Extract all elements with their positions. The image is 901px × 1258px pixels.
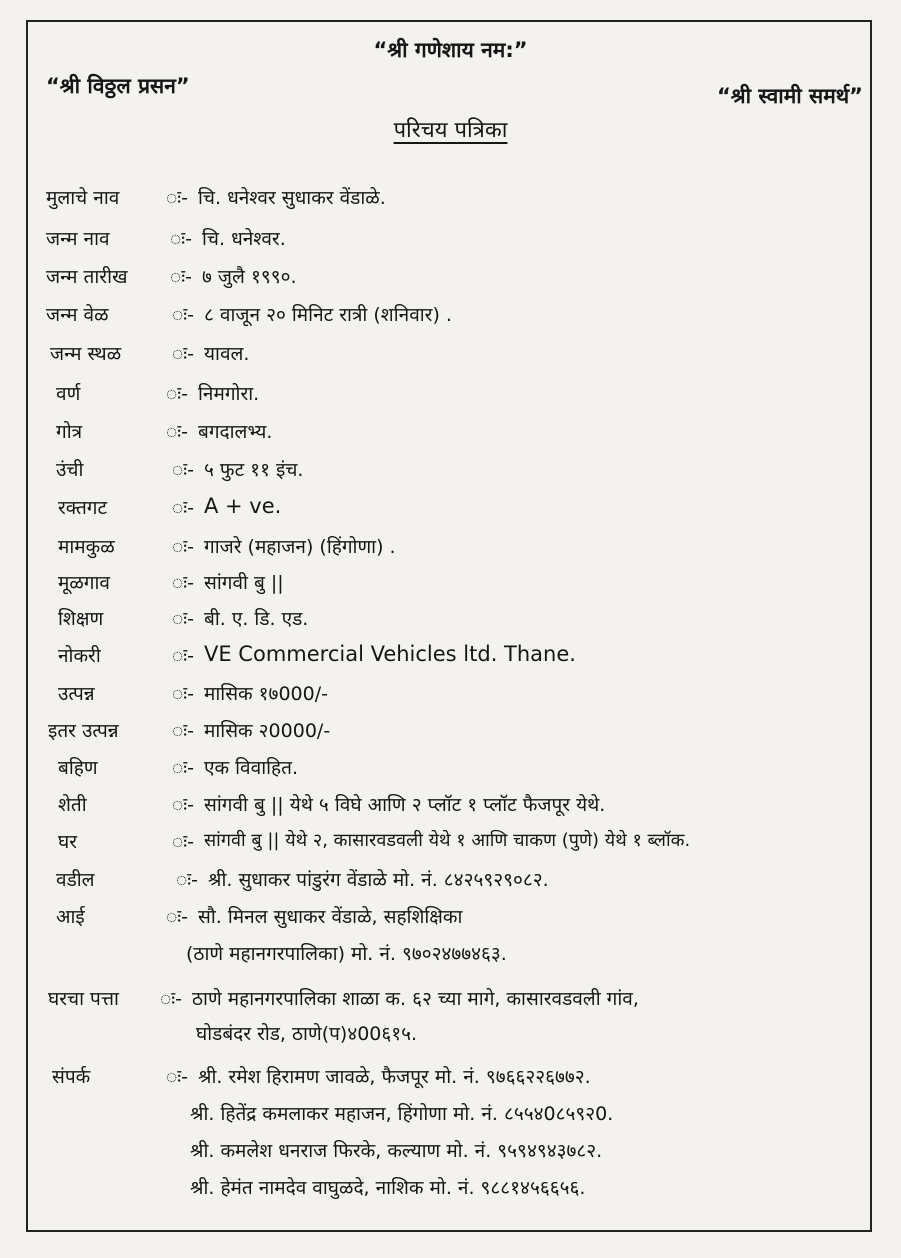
field-label: घरचा पत्ता <box>48 988 119 1010</box>
field-separator: ः- <box>166 421 188 443</box>
field-separator: ः- <box>172 497 194 519</box>
field-separator: ः- <box>170 266 192 288</box>
field-separator: ः- <box>172 794 194 816</box>
field-separator: ः- <box>172 536 194 558</box>
field-value: सांगवी बु || येथे ५ विघे आणि २ प्लॉट १ प्लॉट फैजपूर येथे. <box>204 794 606 816</box>
field-row-mother <box>0 903 901 935</box>
field-label: घर <box>58 831 78 853</box>
field-label: मुलाचे नाव <box>46 187 120 209</box>
field-separator: ः- <box>172 720 194 742</box>
field-value: चि. धनेश्वर. <box>202 228 286 250</box>
field-separator: ः- <box>172 459 194 481</box>
field-separator: ः- <box>170 228 192 250</box>
field-label: बहिण <box>58 757 98 779</box>
field-row-job <box>0 642 901 674</box>
field-row-birth-place <box>0 340 901 372</box>
field-value: ८ वाजून २० मिनिट रात्री (शनिवार) . <box>204 304 452 326</box>
field-label: जन्म नाव <box>46 228 110 250</box>
field-value: ठाणे महानगरपालिका शाळा क. ६२ च्या मागे, कासारवडवली गांव, <box>192 988 639 1010</box>
field-row-complexion <box>0 380 901 412</box>
field-value: ७ जुलै १९९०. <box>202 266 297 288</box>
field-row-birth-date <box>0 263 901 295</box>
invocation-center: “श्री गणेशाय नम:” <box>373 38 528 62</box>
field-separator: ः- <box>166 906 188 928</box>
field-value: यावल. <box>204 343 250 365</box>
field-separator: ः- <box>166 187 188 209</box>
field-value: चि. धनेश्वर सुधाकर वेंडाळे. <box>198 187 386 209</box>
field-separator: ः- <box>172 608 194 630</box>
field-separator: ः- <box>172 757 194 779</box>
field-label: गोत्र <box>56 421 83 443</box>
field-row-farm <box>0 791 901 823</box>
field-label: वर्ण <box>56 383 81 405</box>
field-row-home-address <box>0 985 901 1017</box>
field-value: निमगोरा. <box>198 383 260 405</box>
field-label: जन्म तारीख <box>46 266 128 288</box>
field-separator: ः- <box>176 869 198 891</box>
field-label: मामकुळ <box>58 536 115 558</box>
field-value: A + ve. <box>204 494 282 518</box>
field-label: रक्तगट <box>58 497 108 519</box>
document-title <box>0 114 901 144</box>
field-row-sister <box>0 754 901 786</box>
field-value: मासिक १७000/- <box>204 683 328 705</box>
field-label: आई <box>56 906 85 928</box>
address-continuation: घोडबंदर रोड, ठाणे(प)४00६१५. <box>196 1023 418 1045</box>
field-label: वडील <box>56 869 95 891</box>
field-label: जन्म स्थळ <box>50 343 122 365</box>
field-value: एक विवाहित. <box>204 757 298 779</box>
field-separator: ः- <box>172 831 194 853</box>
field-label: मूळगाव <box>58 572 110 594</box>
field-label: इतर उत्पन्न <box>48 720 119 742</box>
field-value: बी. ए. डि. एड. <box>204 608 309 630</box>
field-value: गाजरे (महाजन) (हिंगोणा) . <box>204 536 396 558</box>
field-row-boy-name <box>0 184 901 216</box>
field-separator: ः- <box>172 572 194 594</box>
field-value: ५ फुट ११ इंच. <box>204 459 304 481</box>
field-separator: ः- <box>160 988 182 1010</box>
field-value: श्री. सुधाकर पांडुरंग वेंडाळे मो. नं. ८४२५९२९०८२. <box>208 869 549 891</box>
field-label: जन्म वेळ <box>46 304 109 326</box>
field-row-birth-name <box>0 225 901 257</box>
field-row-height <box>0 456 901 488</box>
invocation-left: “श्री विठ्ठल प्रसन” <box>46 74 190 98</box>
document-title-text: परिचय पत्रिका <box>393 118 508 143</box>
field-label: नोकरी <box>58 645 101 667</box>
field-label: शेती <box>58 794 87 816</box>
field-row-other-income <box>0 717 901 749</box>
field-value: बगदालभ्य. <box>198 421 273 443</box>
field-row-birth-time <box>0 301 901 333</box>
contact-line: श्री. कमलेश धनराज फिरके, कल्याण मो. नं. ९५९४९४३७८२. <box>190 1140 603 1162</box>
field-label: उंची <box>56 459 84 481</box>
field-label: उत्पन्न <box>58 683 95 705</box>
field-label: संपर्क <box>52 1066 91 1088</box>
field-value: मासिक २0000/- <box>204 720 331 742</box>
field-separator: ः- <box>172 683 194 705</box>
contact-line: श्री. हेमंत नामदेव वाघुळदे, नाशिक मो. नं. ९८८१४५६६५६. <box>190 1177 586 1199</box>
invocation-right: “श्री स्वामी समर्थ” <box>717 84 863 108</box>
field-row-maternal-family <box>0 533 901 565</box>
field-row-father <box>0 866 901 898</box>
field-separator: ः- <box>166 383 188 405</box>
field-row-income <box>0 680 901 712</box>
field-row-contact <box>0 1063 901 1095</box>
field-value: सांगवी बु || येथे २, कासारवडवली येथे १ आणि चाकण (पुणे) येथे १ ब्लॉक. <box>204 830 691 851</box>
field-separator: ः- <box>172 304 194 326</box>
field-value: सौ. मिनल सुधाकर वेंडाळे, सहशिक्षिका <box>198 906 463 928</box>
field-value: VE Commercial Vehicles ltd. Thane. <box>204 642 576 666</box>
field-row-gotra <box>0 418 901 450</box>
field-value: श्री. रमेश हिरामण जावळे, फैजपूर मो. नं. ९७६६२२६७७२. <box>198 1066 591 1088</box>
field-row-native-village <box>0 569 901 601</box>
field-row-education <box>0 605 901 637</box>
field-row-house <box>0 828 901 860</box>
field-value: सांगवी बु || <box>204 572 284 594</box>
field-label: शिक्षण <box>58 608 104 630</box>
field-row-blood-group <box>0 494 901 526</box>
field-separator: ः- <box>166 1066 188 1088</box>
field-separator: ः- <box>172 343 194 365</box>
contact-line: श्री. हितेंद्र कमलाकर महाजन, हिंगोणा मो. नं. ८५५४0८५९२0. <box>190 1103 614 1125</box>
field-separator: ः- <box>172 645 194 667</box>
mother-continuation: (ठाणे महानगरपालिका) मो. नं. ९७०२४७७४६३. <box>186 943 507 965</box>
